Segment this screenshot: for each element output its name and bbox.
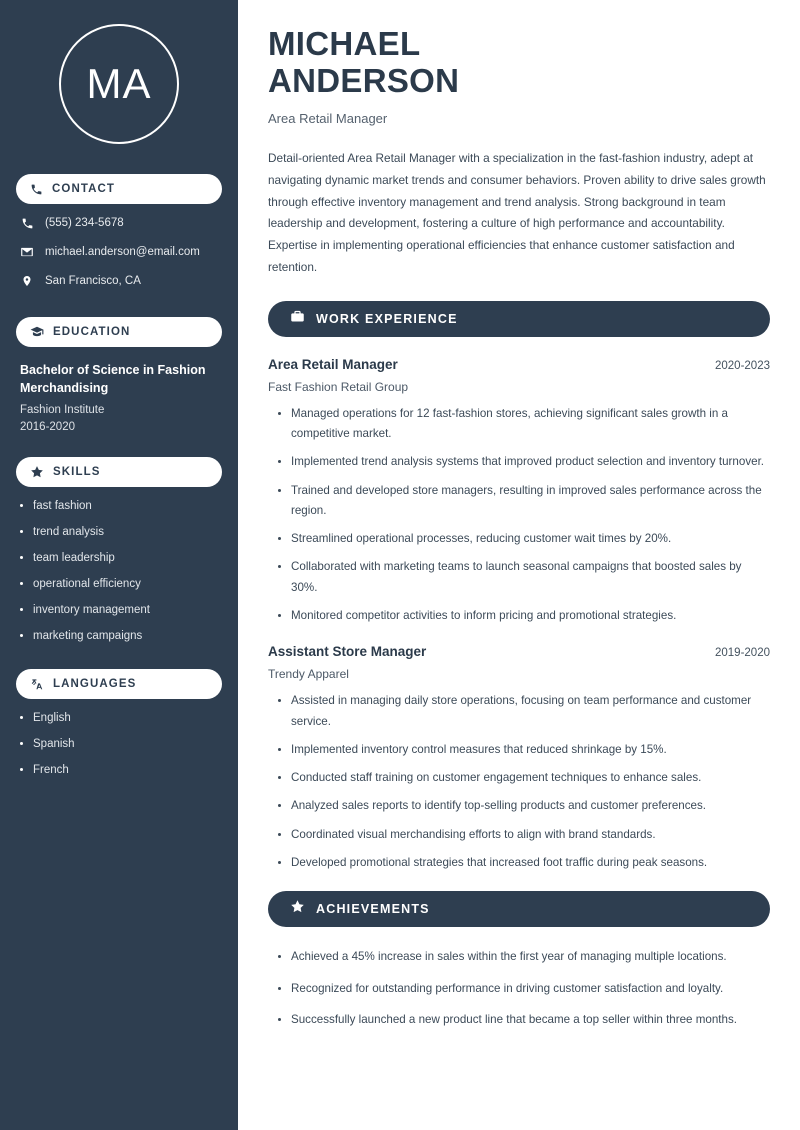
last-name: ANDERSON — [268, 61, 460, 99]
list-item: Trained and developed store managers, resulting in improved sales performance across the region. — [276, 481, 770, 522]
experience-item — [268, 644, 770, 873]
experience-header — [268, 644, 770, 659]
list-item: Coordinated visual merchandising efforts to align with brand standards. — [276, 825, 770, 845]
contact-item-location — [20, 274, 218, 289]
experience-title: Assistant Store Manager — [268, 644, 427, 660]
education-years: 2016-2020 — [20, 421, 75, 434]
experience-company: Fast Fashion Retail Group — [268, 379, 409, 394]
section-title: ACHIEVEMENTS — [316, 902, 430, 917]
avatar-initials: MA — [86, 60, 152, 107]
list-item: Successfully launched a new product line that became a top seller within three months. — [276, 1010, 770, 1030]
experience-bullets — [268, 691, 770, 873]
list-item: marketing campaigns — [20, 629, 218, 644]
phone-icon — [30, 183, 43, 196]
list-item: team leadership — [20, 551, 218, 566]
location-pin-icon — [20, 274, 34, 288]
phone-icon — [20, 217, 34, 230]
list-item: inventory management — [20, 603, 218, 618]
list-item: trend analysis — [20, 525, 218, 540]
section-header-work-experience — [268, 301, 770, 337]
sidebar-section-header-languages — [16, 669, 222, 699]
section-title: WORK EXPERIENCE — [316, 311, 458, 326]
list-item: fast fashion — [20, 499, 218, 514]
languages-list — [16, 711, 222, 778]
list-item: Streamlined operational processes, reducing customer wait times by 20%. — [276, 529, 770, 549]
sidebar-section-title: CONTACT — [52, 183, 116, 195]
star-icon — [30, 465, 44, 479]
list-item: Analyzed sales reports to identify top-selling products and customer preferences. — [276, 796, 770, 816]
education-degree: Bachelor of Science in Fashion Merchandising — [20, 362, 206, 395]
experience-dates: 2019-2020 — [715, 647, 770, 660]
list-item: Monitored competitor activities to inform pricing and promotional strategies. — [276, 606, 770, 626]
experience-dates: 2020-2023 — [715, 359, 770, 372]
list-item: Developed promotional strategies that increased foot traffic during peak seasons. — [276, 853, 770, 873]
skills-list — [16, 499, 222, 644]
list-item: Spanish — [20, 737, 218, 752]
section-header-achievements — [268, 891, 770, 927]
list-item: Recognized for outstanding performance in driving customer satisfaction and loyalty. — [276, 979, 770, 999]
avatar-container — [16, 0, 222, 170]
sidebar-section-header-contact — [16, 174, 222, 204]
list-item: Implemented inventory control measures that reduced shrinkage by 15%. — [276, 740, 770, 760]
first-name: MICHAEL — [268, 25, 421, 62]
contact-value-location: San Francisco, CA — [45, 274, 141, 287]
avatar — [59, 24, 179, 144]
experience-bullets — [268, 404, 770, 627]
sidebar-section-header-skills — [16, 457, 222, 487]
experience-header — [268, 357, 770, 372]
list-item: Conducted staff training on customer engagement techniques to enhance sales. — [276, 768, 770, 788]
page-title — [268, 26, 770, 100]
list-item: operational efficiency — [20, 577, 218, 592]
job-role-subtitle: Area Retail Manager — [268, 110, 388, 126]
contact-item-email — [20, 245, 218, 260]
main-content — [238, 0, 800, 1130]
profile-summary: Detail-oriented Area Retail Manager with a specialization in the fast-fashion industry, adept at navigating dynamic market trends and consumer behaviors. Proven ability to drive sales growth through effective inventory management and trend analysis. Strong background in team leadership and development, fostering a culture of high performance and accountability. Expertise in implementing operational efficiencies that enhance customer satisfaction and retention. — [268, 150, 766, 274]
sidebar — [0, 0, 238, 1130]
sidebar-section-title: SKILLS — [53, 466, 101, 479]
list-item: Managed operations for 12 fast-fashion stores, achieving significant sales growth in a competitive market. — [276, 404, 770, 445]
education-school: Fashion Institute — [20, 404, 105, 417]
graduation-cap-icon — [30, 325, 44, 339]
contact-list — [16, 216, 222, 289]
contact-value-phone: (555) 234-5678 — [45, 217, 124, 229]
achievements-list — [268, 947, 770, 1030]
envelope-icon — [20, 245, 34, 259]
list-item: Collaborated with marketing teams to launch seasonal campaigns that boosted sales by 30%. — [276, 557, 770, 598]
list-item: Implemented trend analysis systems that improved product selection and inventory turnover. — [276, 452, 770, 472]
translate-icon — [30, 677, 44, 691]
list-item: Assisted in managing daily store operations, focusing on team performance and customer service. — [276, 691, 770, 732]
contact-item-phone — [20, 216, 218, 231]
contact-value-email: michael.anderson@email.com — [45, 245, 200, 258]
education-block — [16, 359, 222, 437]
experience-company: Trendy Apparel — [268, 667, 349, 682]
sidebar-section-header-education — [16, 317, 222, 347]
briefcase-icon — [290, 309, 305, 329]
sidebar-section-title: EDUCATION — [53, 325, 131, 338]
list-item: Achieved a 45% increase in sales within the first year of managing multiple locations. — [276, 947, 770, 967]
list-item: English — [20, 711, 218, 726]
experience-item — [268, 357, 770, 627]
experience-title: Area Retail Manager — [268, 356, 398, 372]
list-item: French — [20, 763, 218, 778]
star-icon — [290, 899, 305, 919]
sidebar-section-title: LANGUAGES — [53, 677, 137, 690]
